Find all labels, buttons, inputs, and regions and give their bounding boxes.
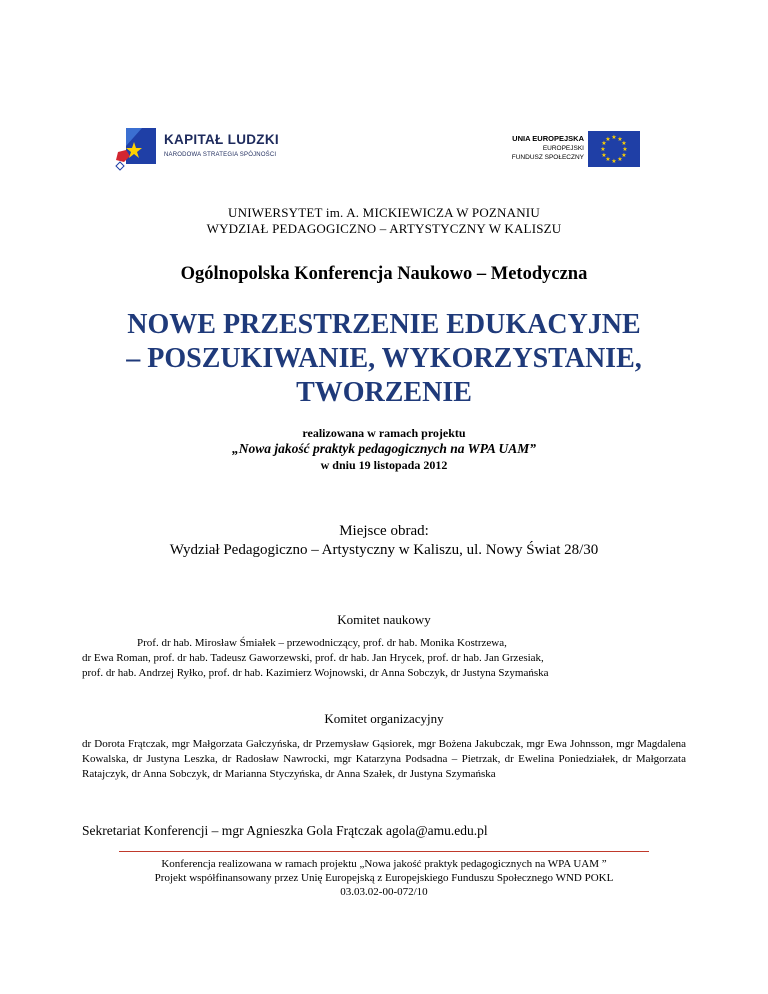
kapital-ludzki-logo	[112, 126, 312, 172]
scientific-committee-line-3: prof. dr hab. Andrzej Ryłko, prof. dr hab. Kazimierz Wojnowski, dr Anna Sobczyk, dr Justyna Szymańska	[82, 667, 549, 679]
footer	[0, 857, 768, 899]
svg-text:★: ★	[601, 152, 607, 159]
footer-divider	[119, 851, 649, 852]
title-line-1: NOWE PRZESTRZENIE EDUKACYJNE	[127, 309, 641, 340]
scientific-committee-line-1: Prof. dr hab. Mirosław Śmiałek – przewodniczący, prof. dr hab. Monika Kostrzewa,	[137, 637, 507, 649]
university-name: UNIWERSYTET im. A. MICKIEWICZA W POZNANIU	[228, 205, 540, 220]
svg-text:★: ★	[617, 156, 623, 163]
svg-text:★: ★	[622, 146, 628, 153]
scientific-committee-line-2: dr Ewa Roman, prof. dr hab. Tadeusz Gaworzewski, prof. dr hab. Jan Hrycek, prof. dr hab. Jan Grzesiak,	[82, 652, 544, 664]
organizing-committee-heading: Komitet organizacyjny	[324, 711, 444, 726]
svg-text:★: ★	[611, 158, 617, 165]
university-header	[0, 205, 768, 237]
scientific-committee-heading: Komitet naukowy	[337, 612, 431, 627]
eu-logo-line2: EUROPEJSKI	[542, 145, 584, 152]
svg-text:★: ★	[621, 152, 627, 159]
svg-text:★: ★	[605, 136, 611, 143]
eu-social-fund-logo	[500, 131, 640, 167]
conference-date: w dniu 19 listopada 2012	[320, 458, 448, 472]
footer-line-2: Projekt współfinansowany przez Unię Europejską z Europejskiego Funduszu Społecznego WND POKL	[154, 872, 614, 884]
svg-text:★: ★	[621, 140, 627, 147]
eu-logo-line3: FUNDUSZ SPOŁECZNY	[511, 154, 584, 161]
conference-title	[0, 308, 768, 410]
conference-type: Ogólnopolska Konferencja Naukowo – Metodyczna	[180, 264, 588, 284]
venue	[0, 522, 768, 560]
realization-text: realizowana w ramach projektu	[302, 426, 466, 440]
eu-flag-icon	[588, 131, 640, 167]
svg-text:★: ★	[617, 136, 623, 143]
venue-label: Miejsce obrad:	[339, 523, 429, 539]
title-line-2: – POSZUKIWANIE, WYKORZYSTANIE,	[126, 343, 642, 374]
footer-line-3: 03.03.02-00-072/10	[340, 886, 428, 898]
kapital-ludzki-subtitle: NARODOWA STRATEGIA SPÓJNOŚCI	[164, 152, 277, 158]
organizing-committee-members: dr Dorota Frątczak, mgr Małgorzata Gałczyńska, dr Przemysław Gąsiorek, mgr Bożena Jakubczak, mgr Ewa Johnsson, mgr Magdalena Kowalska, dr Justyna Leszka, dr Radosław Nawrocki, mgr Katarzyna Podsadna – Pietrzak, dr Ewelina Poniedziałek, dr Małgorzata Ratajczyk, dr Anna Sobczyk, dr Marianna Styczyńska, dr Anna Szałek, dr Justyna Szymańska	[82, 738, 686, 780]
secretariat-contact: Sekretariat Konferencji – mgr Agnieszka Gola Frątczak agola@amu.edu.pl	[82, 823, 488, 838]
faculty-name: WYDZIAŁ PEDAGOGICZNO – ARTYSTYCZNY W KALISZU	[206, 221, 562, 236]
svg-text:★: ★	[605, 156, 611, 163]
project-info	[0, 425, 768, 473]
footer-line-1: Konferencja realizowana w ramach projektu „Nowa jakość praktyk pedagogicznych na WPA UAM ”	[161, 858, 607, 870]
title-line-3: TWORZENIE	[296, 377, 472, 408]
kapital-ludzki-name: KAPITAŁ LUDZKI	[164, 132, 279, 147]
venue-address: Wydział Pedagogiczno – Artystyczny w Kaliszu, ul. Nowy Świat 28/30	[169, 542, 599, 558]
svg-text:★: ★	[611, 134, 617, 141]
svg-text:★: ★	[601, 140, 607, 147]
svg-text:★: ★	[600, 146, 606, 153]
kapital-ludzki-emblem-icon	[112, 126, 162, 172]
eu-logo-line1: UNIA EUROPEJSKA	[512, 134, 584, 143]
project-name: „Nowa jakość praktyk pedagogicznych na WPA UAM”	[231, 441, 536, 456]
scientific-committee-members	[82, 636, 702, 681]
